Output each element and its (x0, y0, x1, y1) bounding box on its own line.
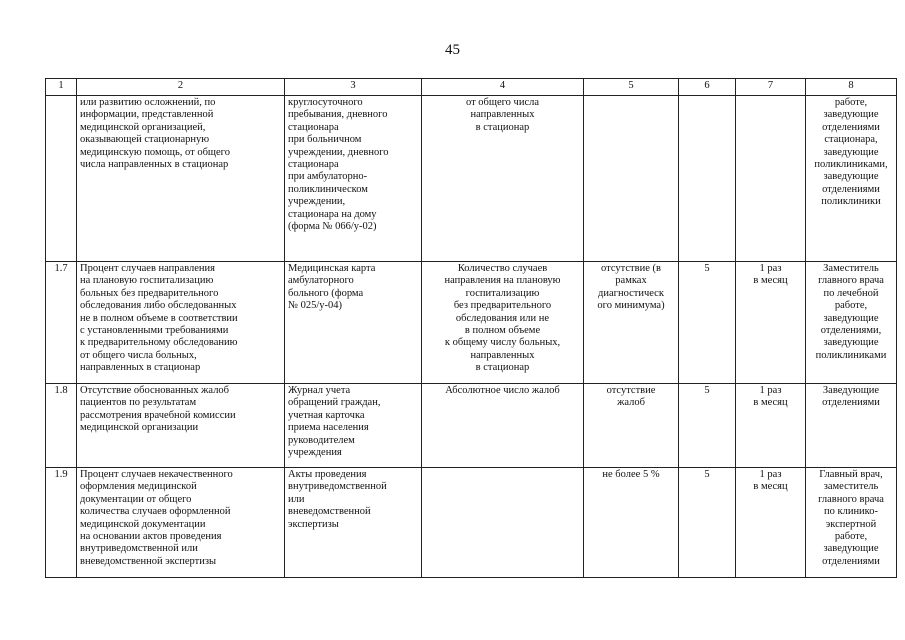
calculation-cell: Абсолютное число жалоб (422, 384, 584, 468)
row-number: 1.9 (46, 468, 77, 578)
target-value-cell: отсутствие (в рамках диагностическ ого минимума) (584, 262, 679, 384)
row-number: 1.7 (46, 262, 77, 384)
calculation-cell (422, 468, 584, 578)
period-cell: 1 раз в месяц (736, 468, 806, 578)
header-col-2: 2 (77, 79, 285, 96)
target-value-cell: отсутствие жалоб (584, 384, 679, 468)
table-row (46, 468, 897, 578)
table-row (46, 96, 897, 262)
header-col-8: 8 (806, 79, 897, 96)
criteria-table (45, 78, 897, 578)
period-cell: 1 раз в месяц (736, 384, 806, 468)
responsible-cell: Заведующие отделениями (806, 384, 897, 468)
responsible-cell: работе, заведующие отделениями стационара, заведующие поликлиниками, заведующие отделениями поликлиники (806, 96, 897, 262)
target-value-cell: не более 5 % (584, 468, 679, 578)
indicator-cell: Отсутствие обоснованных жалоб пациентов по результатам рассмотрения врачебной комиссии медицинской организации (77, 384, 285, 468)
weight-cell (679, 96, 736, 262)
row-number: 1.8 (46, 384, 77, 468)
header-col-7: 7 (736, 79, 806, 96)
period-cell: 1 раз в месяц (736, 262, 806, 384)
row-number (46, 96, 77, 262)
page-number: 45 (445, 42, 460, 58)
header-col-4: 4 (422, 79, 584, 96)
period-cell (736, 96, 806, 262)
table-row (46, 262, 897, 384)
source-cell: Журнал учета обращений граждан, учетная карточка приема населения руководителем учреждения (285, 384, 422, 468)
table-row (46, 384, 897, 468)
weight-cell: 5 (679, 262, 736, 384)
indicator-cell: или развитию осложнений, по информации, представленной медицинской организацией, оказывающей стационарную медицинскую помощь, от общего числа направленных в стационар (77, 96, 285, 262)
header-row (46, 79, 897, 96)
calculation-cell: Количество случаев направления на плановую госпитализацию без предварительного обследования или не в полном объеме к общему числу больных, направленных в стационар (422, 262, 584, 384)
weight-cell: 5 (679, 468, 736, 578)
indicator-cell: Процент случаев направления на плановую госпитализацию больных без предварительного обследования либо обследованных не в полном объеме в соответствии с установленными требованиями к предварительному обследованию от общего числа больных, направленных в стационар (77, 262, 285, 384)
calculation-cell: от общего числа направленных в стационар (422, 96, 584, 262)
source-cell: Акты проведения внутриведомственной или вневедомственной экспертизы (285, 468, 422, 578)
source-cell: Медицинская карта амбулаторного больного (форма № 025/у-04) (285, 262, 422, 384)
header-col-1: 1 (46, 79, 77, 96)
source-cell: круглосуточного пребывания, дневного стационара при больничном учреждении, дневного стационара при амбулаторно- поликлиническом учреждении, стационара на дому (форма № 066/у-02) (285, 96, 422, 262)
responsible-cell: Главный врач, заместитель главного врача по клинико- экспертной работе, заведующие отделениями (806, 468, 897, 578)
responsible-cell: Заместитель главного врача по лечебной работе, заведующие отделениями, заведующие поликлиниками (806, 262, 897, 384)
header-col-5: 5 (584, 79, 679, 96)
header-col-3: 3 (285, 79, 422, 96)
indicator-cell: Процент случаев некачественного оформления медицинской документации от общего количества случаев оформленной медицинской документации на основании актов проведения внутриведомственной или вневедомственной экспертизы (77, 468, 285, 578)
weight-cell: 5 (679, 384, 736, 468)
header-col-6: 6 (679, 79, 736, 96)
target-value-cell (584, 96, 679, 262)
